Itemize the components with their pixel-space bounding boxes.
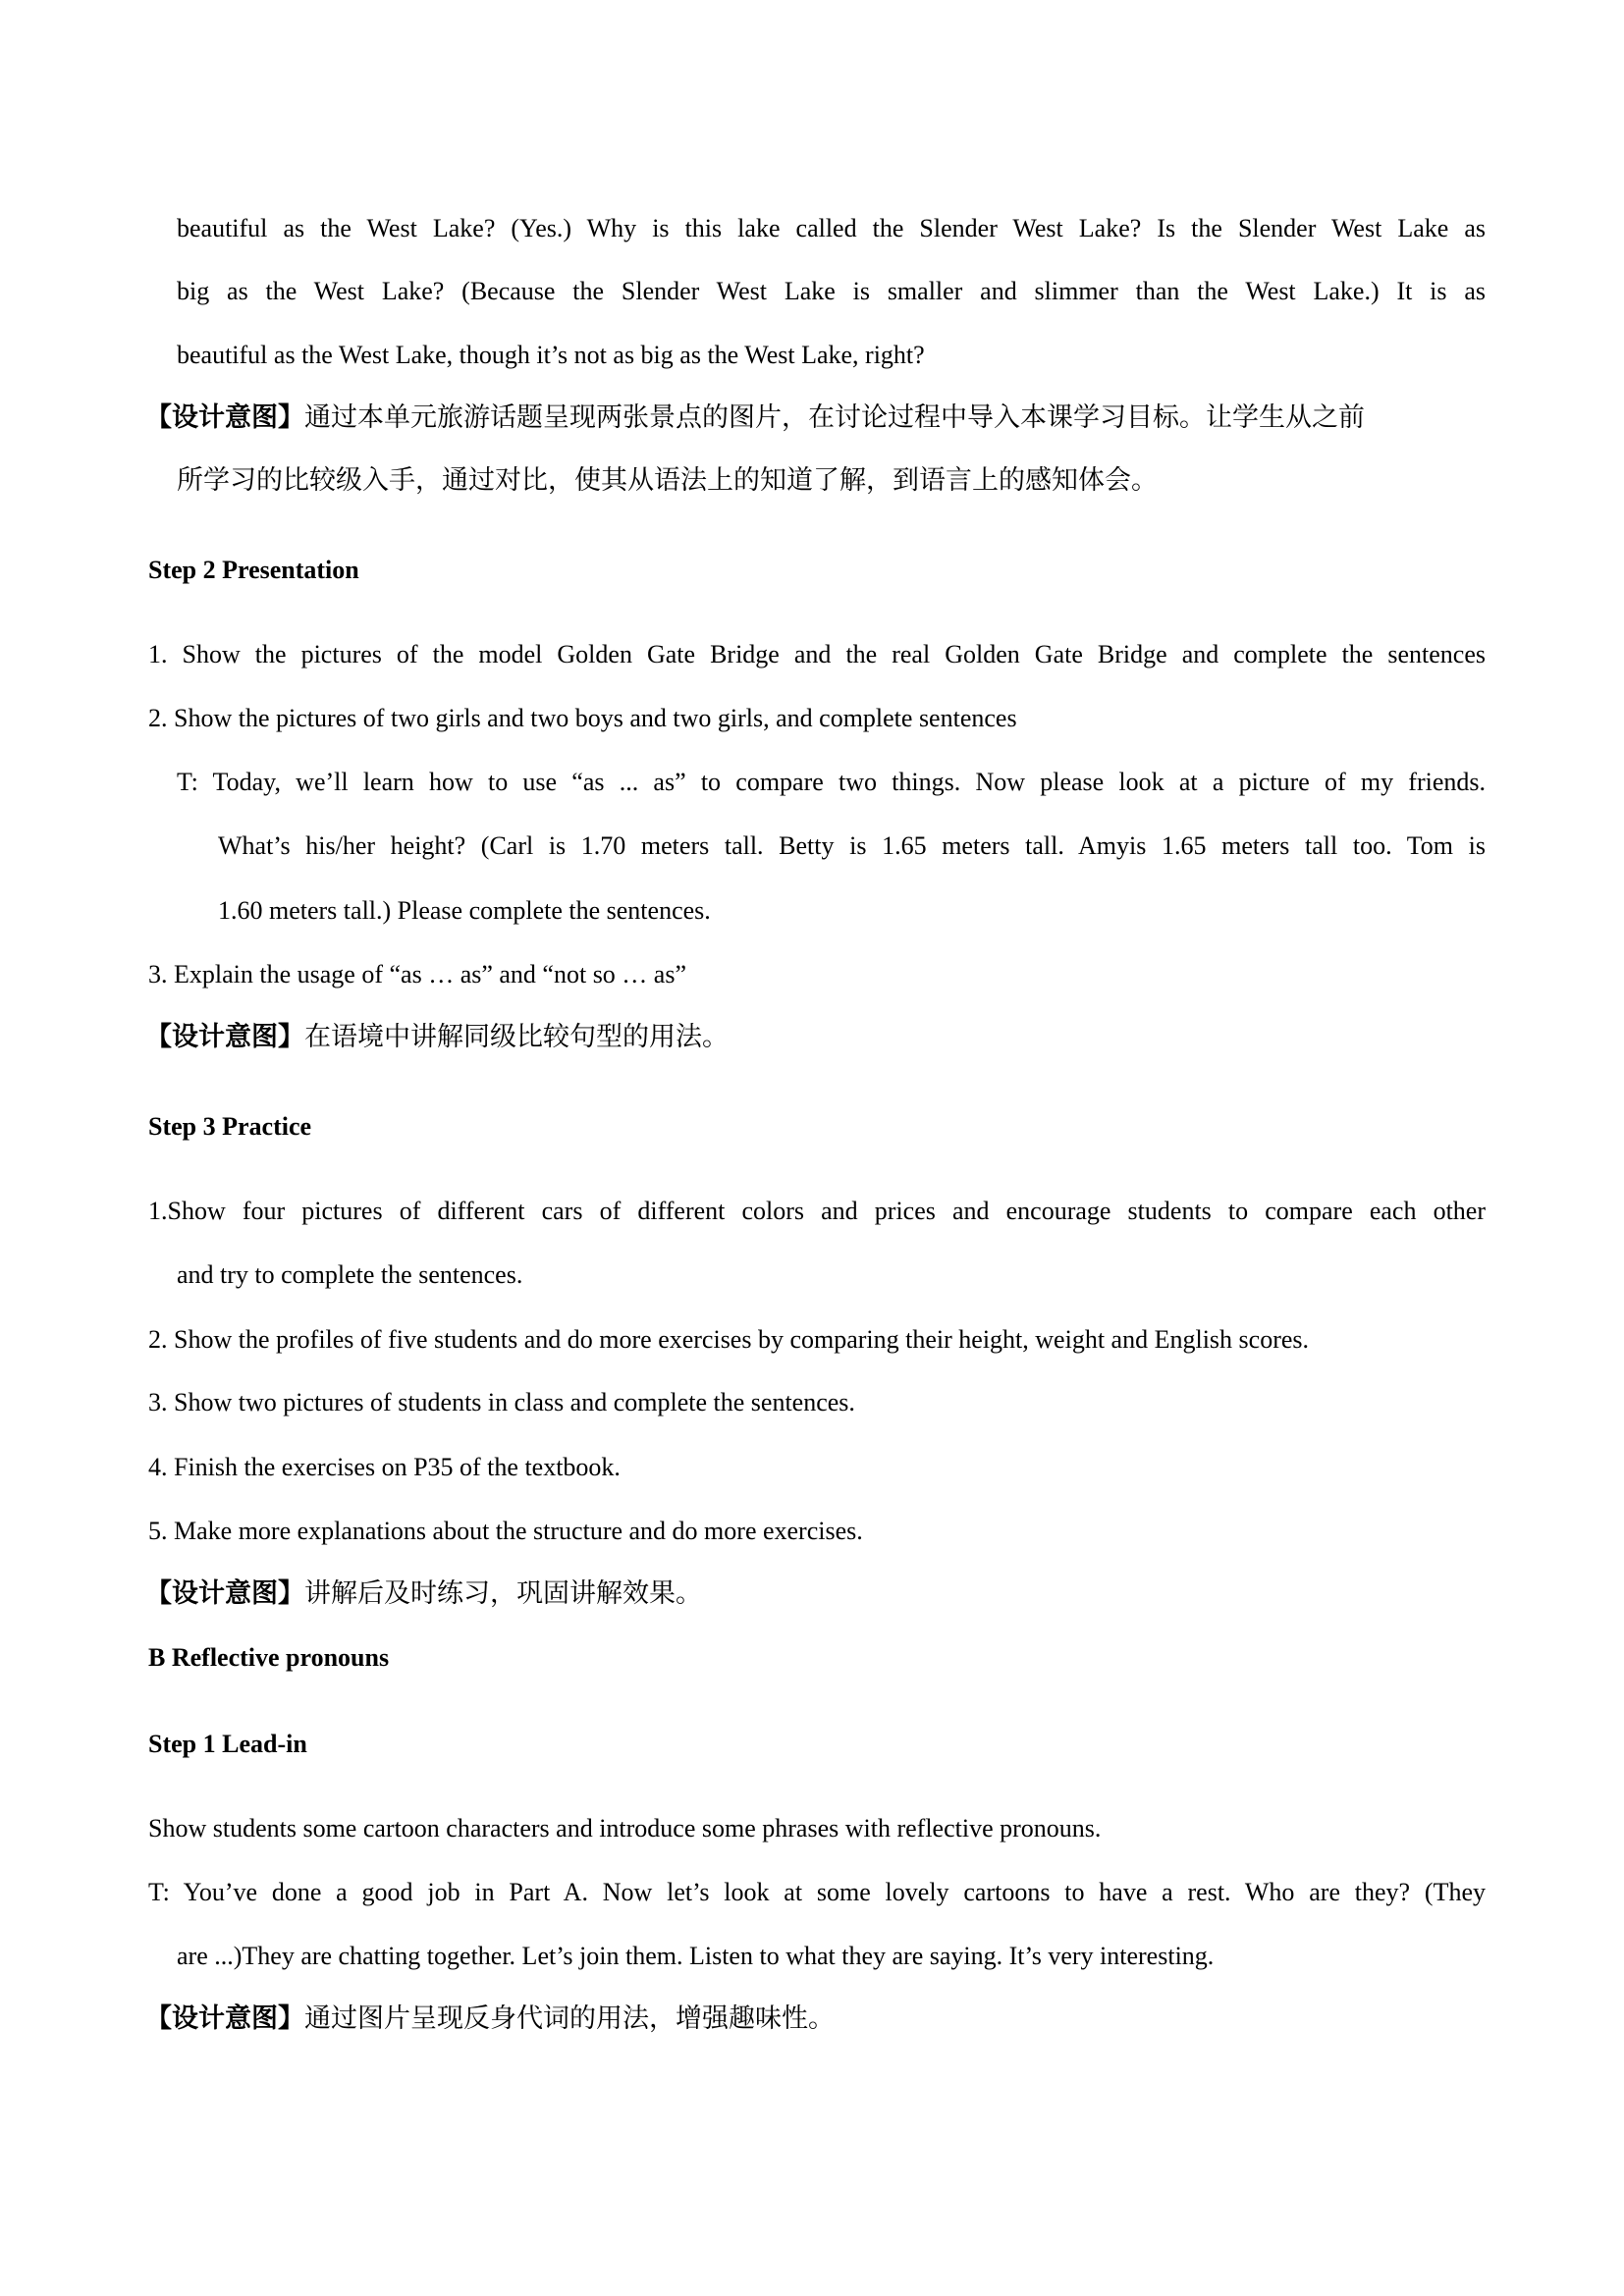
step2-teacher-line-1: T: Today, we’ll learn how to use “as ... as” to compare two things. Now please look at a picture of my friends.: [177, 768, 1486, 796]
design-label: 【设计意图】: [145, 402, 304, 433]
step2-teacher-line-3: 1.60 meters tall.) Please complete the sentences.: [218, 896, 711, 925]
step3-heading: Step 3 Practice: [148, 1112, 312, 1141]
design-label: 【设计意图】: [145, 1022, 304, 1052]
design-text: 讲解后及时练习，巩固讲解效果。: [304, 1578, 702, 1609]
part-b-teacher-line-2: are ...)They are chatting together. Let’s join them. Listen to what they are saying. It’s very interesting.: [177, 1942, 1215, 1970]
step2-teacher-line-2: What’s his/her height? (Carl is 1.70 meters tall. Betty is 1.65 meters tall. Amyis 1.65 meters tall too. Tom is: [218, 831, 1486, 860]
step2-design-note: [145, 1024, 729, 1050]
intro-line-1: beautiful as the West Lake? (Yes.) Why is this lake called the Slender West Lake? Is the Slender West Lake as: [177, 214, 1486, 242]
step3-item-4: 4. Finish the exercises on P35 of the textbook.: [148, 1453, 621, 1481]
design-text: 通过本单元旅游话题呈现两张景点的图片，在讨论过程中导入本课学习目标。让学生从之前: [304, 402, 1365, 433]
part-b-design-note: [145, 2005, 835, 2032]
design-label: 【设计意图】: [145, 2003, 304, 2034]
part-b-teacher-line-1: T: You’ve done a good job in Part A. Now let’s look at some lovely cartoons to have a rest. Who are they? (They: [148, 1878, 1486, 1906]
step3-item-1-line-1: 1.Show four pictures of different cars of different colors and prices and encourage students to compare each other: [148, 1197, 1486, 1225]
part-b-intro: Show students some cartoon characters and introduce some phrases with reflective pronouns.: [148, 1814, 1102, 1842]
step3-item-5: 5. Make more explanations about the structure and do more exercises.: [148, 1517, 863, 1545]
intro-line-3: beautiful as the West Lake, though it’s not as big as the West Lake, right?: [177, 341, 925, 369]
part-b-step1-heading: Step 1 Lead-in: [148, 1730, 307, 1758]
step3-design-note: [145, 1580, 702, 1607]
step3-item-1-line-2: and try to complete the sentences.: [177, 1260, 523, 1289]
intro-design-note: [145, 404, 1487, 431]
step3-item-3: 3. Show two pictures of students in class and complete the sentences.: [148, 1388, 855, 1416]
design-text: 在语境中讲解同级比较句型的用法。: [304, 1022, 729, 1052]
intro-line-2: big as the West Lake? (Because the Slender West Lake is smaller and slimmer than the West Lake.) It is as: [177, 277, 1486, 305]
step3-item-2: 2. Show the profiles of five students and do more exercises by comparing their height, weight and English scores.: [148, 1325, 1310, 1354]
part-b-heading: B Reflective pronouns: [148, 1643, 390, 1672]
design-label: 【设计意图】: [145, 1578, 304, 1609]
design-text: 通过图片呈现反身代词的用法，增强趣味性。: [304, 2003, 835, 2034]
step2-heading: Step 2 Presentation: [148, 556, 359, 584]
intro-design-line-2: 所学习的比较级入手，通过对比，使其从语法上的知道了解，到语言上的感知体会。: [177, 465, 1158, 496]
step2-item-1: 1. Show the pictures of the model Golden Gate Bridge and the real Golden Gate Bridge and complete the sentences: [148, 640, 1486, 668]
step2-item-3: 3. Explain the usage of “as … as” and “not so … as”: [148, 960, 687, 988]
step2-item-2: 2. Show the pictures of two girls and two boys and two girls, and complete sentences: [148, 704, 1017, 732]
